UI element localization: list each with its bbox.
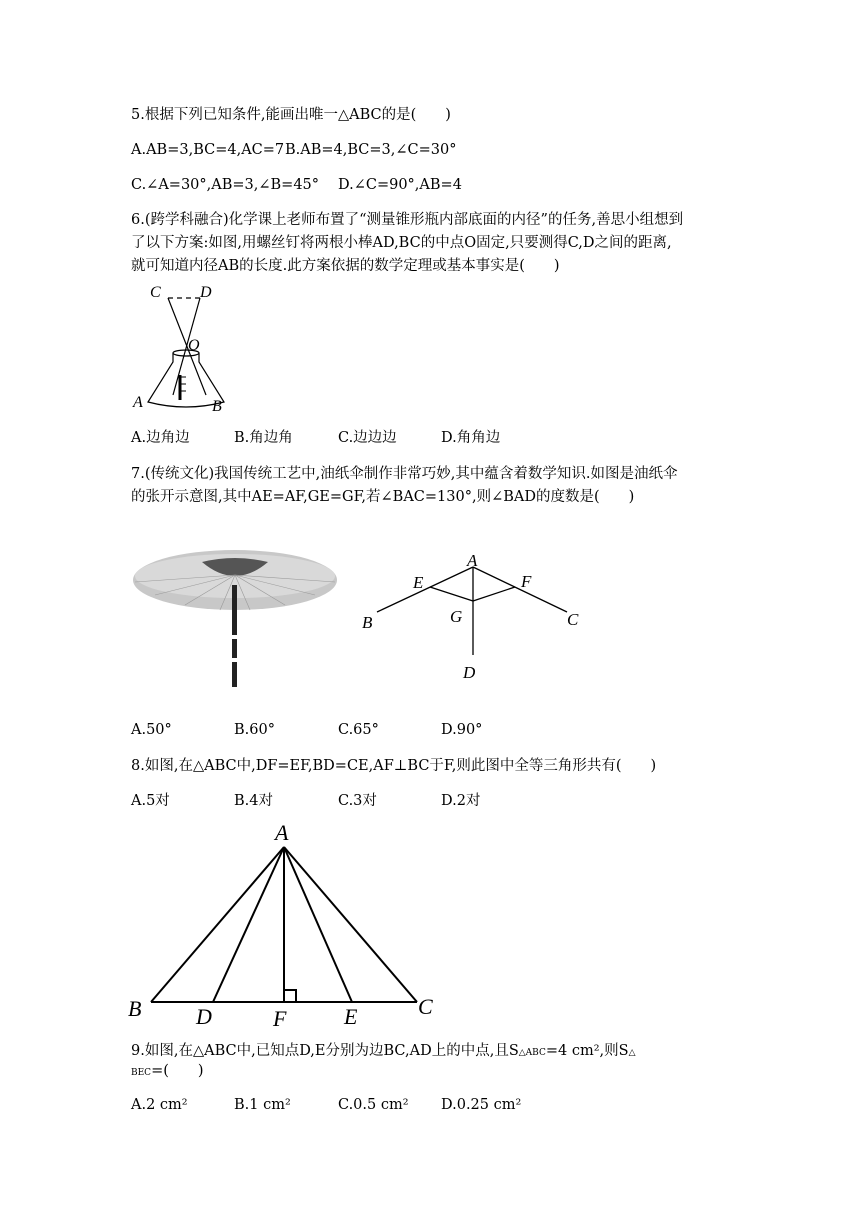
label-e: E (344, 1004, 358, 1029)
q8-option-c[interactable]: C.3对 (338, 793, 377, 809)
label-d: D (196, 1004, 212, 1029)
label-a: A (275, 820, 289, 845)
q8-option-b[interactable]: B.4对 (234, 793, 273, 809)
q6-stem-line1: 6.(跨学科融合)化学课上老师布置了“测量锥形瓶内部底面的内径”的任务,善思小组想到 (131, 212, 684, 228)
q6-option-d[interactable]: D.角角边 (441, 430, 501, 446)
label-b: B (128, 996, 142, 1021)
flask-figure (128, 280, 238, 415)
q6-option-b[interactable]: B.角边角 (234, 430, 293, 446)
q8-stem: 8.如图,在△ABC中,DF=EF,BD=CE,AF⊥BC于F,则此图中全等三角形共有( ) (131, 758, 657, 774)
label-o: O (188, 337, 200, 354)
label-c: C (418, 994, 433, 1019)
q6-option-c[interactable]: C.边边边 (338, 430, 397, 446)
q5-option-c[interactable]: C.∠A=30°,AB=3,∠B=45° (131, 177, 320, 193)
q7-option-b[interactable]: B.60° (234, 722, 275, 738)
q6-stem-line2: 了以下方案:如图,用螺丝钉将两根小棒AD,BC的中点O固定,只要测得C,D之间的距离, (131, 235, 672, 251)
q7-option-c[interactable]: C.65° (338, 722, 379, 738)
label-a: A (133, 394, 143, 411)
q9-option-a[interactable]: A.2 cm² (131, 1097, 188, 1113)
umbrella-photo (130, 540, 340, 690)
label-d: D (200, 284, 212, 301)
label-a: A (467, 551, 478, 570)
q7-stem-line1: 7.(传统文化)我国传统工艺中,油纸伞制作非常巧妙,其中蕴含着数学知识.如图是油纸伞 (131, 466, 678, 482)
label-g: G (450, 607, 463, 626)
q7-option-d[interactable]: D.90° (441, 722, 483, 738)
triangle-figure (125, 820, 445, 1030)
umbrella-diagram (355, 550, 595, 685)
q5-stem: 5.根据下列已知条件,能画出唯一△ABC的是( ) (131, 107, 451, 123)
q5-option-a[interactable]: A.AB=3,BC=4,AC=7 (131, 142, 285, 158)
label-c: C (150, 284, 161, 301)
label-b: B (362, 613, 373, 632)
q8-option-a[interactable]: A.5对 (131, 793, 170, 809)
q8-option-d[interactable]: D.2对 (441, 793, 481, 809)
label-d: D (463, 663, 476, 682)
label-f: F (521, 572, 532, 591)
label-e: E (413, 573, 424, 592)
label-f: F (273, 1006, 287, 1030)
q6-option-a[interactable]: A.边角边 (131, 430, 190, 446)
q5-option-d[interactable]: D.∠C=90°,AB=4 (338, 177, 462, 193)
label-b: B (212, 398, 222, 415)
q9-stem-line1: 9.如图,在△ABC中,已知点D,E分别为边BC,AD上的中点,且S△ABC=4 cm²,则S△ (131, 1043, 636, 1059)
label-c: C (567, 610, 579, 629)
q9-option-b[interactable]: B.1 cm² (234, 1097, 291, 1113)
q9-stem-line2: BEC=( ) (131, 1063, 204, 1079)
q5-option-b[interactable]: B.AB=4,BC=3,∠C=30° (285, 142, 457, 158)
q7-stem-line2: 的张开示意图,其中AE=AF,GE=GF,若∠BAC=130°,则∠BAD的度数是( ) (131, 489, 635, 505)
q9-option-c[interactable]: C.0.5 cm² (338, 1097, 409, 1113)
q7-option-a[interactable]: A.50° (131, 722, 172, 738)
q6-stem-line3: 就可知道内径AB的长度.此方案依据的数学定理或基本事实是( ) (131, 258, 560, 274)
q9-option-d[interactable]: D.0.25 cm² (441, 1097, 522, 1113)
